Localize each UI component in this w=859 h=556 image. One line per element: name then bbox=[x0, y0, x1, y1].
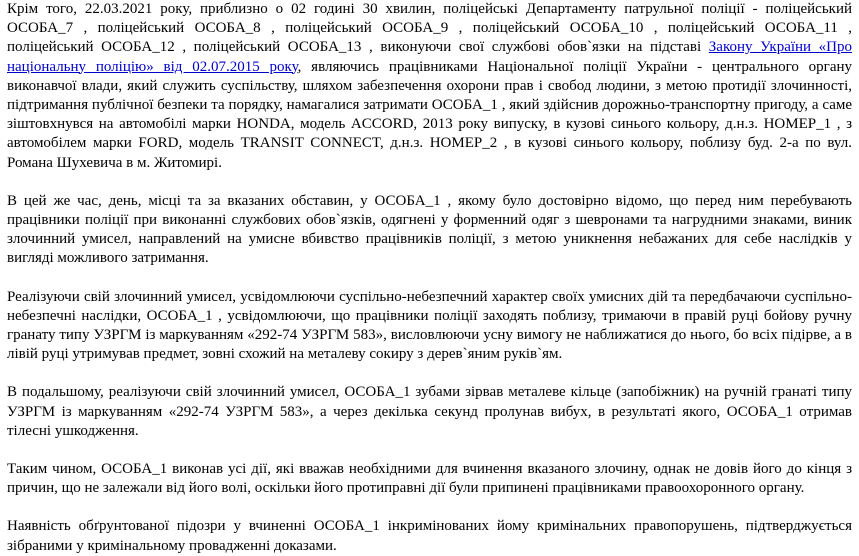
paragraph-intent: В цей же час, день, місці та за вказаних обставин, у ОСОБА_1 , якому було достовірно відомо, що перед ним перебувають працівники поліції при виконанні службових обов`язків, одягнені у форменний одяг з шевронами та нагрудними знаками, виник злочинний умисел, направлений на умисне вбивство працівників поліції, з метою уникнення небажаних для себе наслідків у вигляді можливого затримання. bbox=[7, 192, 852, 267]
law-on-national-police-link[interactable]: Закону України «Про національну поліцію» від 02.07.2015 року bbox=[7, 39, 853, 75]
paragraph-explosion: В подальшому, реалізуючи свій злочинний умисел, ОСОБА_1 зубами зірвав металеве кільце (запобіжник) на ручній гранаті типу УЗРГМ із маркуванням «292-74 УЗРГМ 583», а через декілька секунд пролунав вибух, в результаті якого, ОСОБА_1 отримав тілесні ушкодження. bbox=[7, 384, 852, 439]
paragraph-incident bbox=[7, 0, 852, 173]
paragraph-incident-text-start: Крім того, 22.03.2021 року, приблизно о 02 годині 30 хвилин, поліцейські Департаменту патрульної поліції - поліцейський ОСОБА_7 , поліцейський ОСОБА_8 , поліцейський ОСОБА_9 , поліцейський ОСОБА_10 , поліцейський ОСОБА_11 , поліцейський ОСОБА_12 , поліцейський ОСОБА_13 , виконуючи свої службові обов`язки на підставі bbox=[7, 1, 852, 56]
paragraph-grenade: Реалізуючи свій злочинний умисел, усвідомлюючи суспільно-небезпечний характер своїх умисних дій та передбачаючи суспільно-небезпечні наслідки, ОСОБА_1 , усвідомлюючи, що працівники поліції заходять поблизу, тримаючи в правій руці бойову ручну гранату типу УЗРГМ із маркуванням «292-74 УЗРГМ 583», висловлюючи усну вимогу не наближатися до нього, бо всіх підірве, а в лівій руці утримував предмет, зовні схожий на металеву сокиру з дерев`яним руків`ям. bbox=[7, 288, 852, 363]
paragraph-conclusion: Таким чином, ОСОБА_1 виконав усі дії, які вважав необхідними для вчинення вказаного злочину, однак не довів його до кінця з причин, що не залежали від його волі, оскільки його протиправні дії були припинені працівниками правоохоронного органу. bbox=[7, 461, 852, 497]
paragraph-incident-text-end: , являючись працівниками Національної поліції України - центрального органу виконавчої влади, який служить суспільству, шляхом забезпечення охорони прав і свобод людини, з метою протидії злочинності, підтримання публічної безпеки та порядку, намагалися затримати ОСОБА_1 , який здійснив дорожньо-транспортну пригоду, а саме зіштовхнувся на автомобілі марки HONDA, модель ACCORD, 2013 року випуску, в кузові синього кольору, д.н.з. НОМЕР_1 , з автомобілем марки FORD, модель TRANSIT CONNECT, д.н.з. НОМЕР_2 , в кузові синього кольору, поблизу буд. 2-а по вул. Романа Шухевича в м. Житомирі. bbox=[7, 58, 853, 171]
paragraph-suspicion: Наявність обґрунтованої підозри у вчиненні ОСОБА_1 інкримінованих йому кримінальних правопорушень, підтверджується зібраними у кримінальному провадженні доказами. bbox=[7, 518, 852, 554]
